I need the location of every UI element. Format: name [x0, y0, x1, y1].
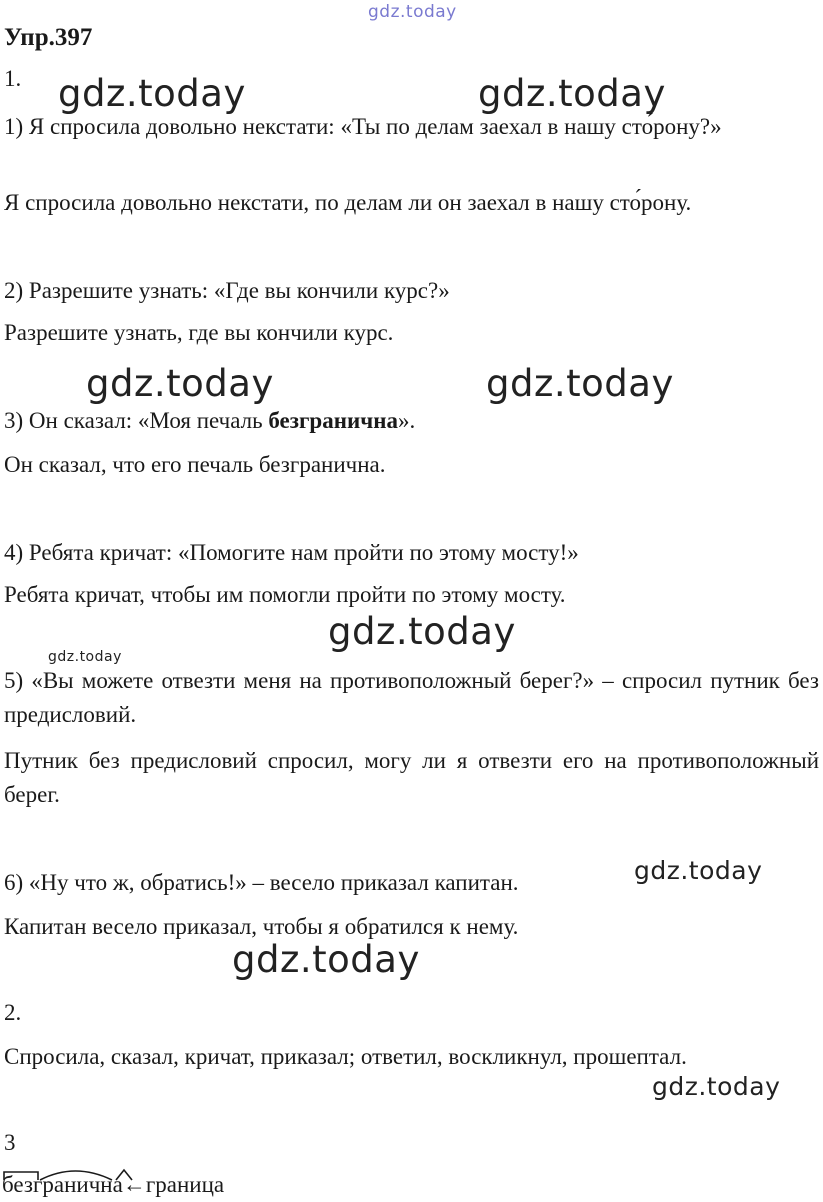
item3-question-start: 3) Он сказал: «Моя печаль: [4, 408, 269, 433]
item2-answer: Разрешите узнать, где вы кончили курс.: [4, 320, 394, 345]
root-mark: [40, 1171, 112, 1180]
part1-number: 1.: [4, 66, 22, 91]
watermark: gdz.today: [634, 856, 763, 885]
item4-answer: Ребята кричат, чтобы им помогли пройти по этому мосту.: [4, 582, 566, 607]
part3-number: 3: [4, 1130, 16, 1155]
item2-question: 2) Разрешите узнать: «Где вы кончили курс?»: [4, 278, 450, 303]
item6-answer: Капитан весело приказал, чтобы я обратился к нему.: [4, 914, 519, 939]
item3-question-end: ».: [397, 408, 416, 433]
item1-answer: Я спросила довольно некстати, по делам ли он заехал в нашу сто́рону.: [4, 190, 692, 215]
watermark: gdz.today: [486, 362, 674, 405]
watermark-top: gdz.today: [368, 2, 457, 22]
morpheme-marks: [0, 1160, 823, 1202]
item5-question: 5) «Вы можете отвезти меня на противоположный берег?» – спросил путник без предисловий.: [4, 668, 819, 727]
watermark: gdz.today: [478, 72, 666, 115]
part2-number: 2.: [4, 1000, 22, 1025]
item3-question-bold: безгранична: [268, 408, 398, 433]
item6-question: 6) «Ну что ж, обратись!» – весело приказал капитан.: [4, 870, 519, 895]
item3-question: [4, 404, 819, 438]
item4-question: 4) Ребята кричат: «Помогите нам пройти по этому мосту!»: [4, 540, 579, 565]
root-word: граница: [145, 1172, 225, 1197]
item3-answer: Он сказал, что его печаль безгранична.: [4, 452, 386, 477]
watermark: gdz.today: [328, 610, 516, 653]
analyzed-word: безгранична: [2, 1172, 123, 1197]
exercise-title: Упр.397: [4, 24, 93, 51]
item5-answer: Путник без предисловий спросил, могу ли я отвезти его на противоположный берег.: [4, 748, 819, 807]
watermark-small: gdz.today: [48, 649, 122, 665]
item1-question: 1) Я спросила довольно некстати: «Ты по делам заехал в нашу сто́рону?»: [4, 114, 722, 139]
watermark: gdz.today: [58, 72, 246, 115]
part2-text: Спросила, сказал, кричат, приказал; ответил, воскликнул, прошептал.: [4, 1044, 687, 1069]
watermark: gdz.today: [86, 362, 274, 405]
derivation-arrow: ←: [122, 1172, 146, 1197]
watermark: gdz.today: [232, 938, 420, 981]
prefix-mark: [4, 1172, 38, 1180]
suffix-mark: [116, 1170, 132, 1180]
watermark: gdz.today: [652, 1072, 781, 1101]
